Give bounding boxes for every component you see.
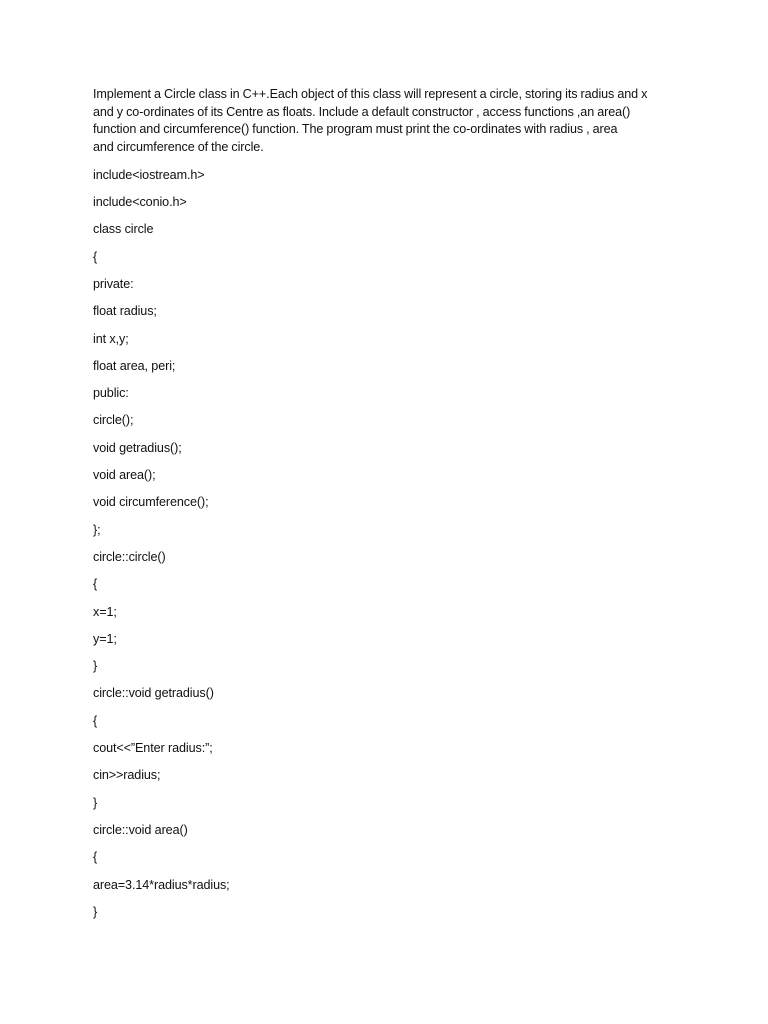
code-line: void circumference();	[93, 495, 209, 510]
code-listing	[93, 167, 693, 931]
code-line: private:	[93, 277, 134, 291]
code-line: }	[93, 659, 98, 674]
code-line: {	[93, 850, 98, 865]
code-line: void getradius();	[93, 440, 182, 455]
code-line: };	[93, 522, 101, 537]
code-line: class circle	[93, 222, 154, 237]
document-page	[93, 86, 693, 931]
code-line: circle::void area()	[93, 822, 188, 837]
intro-line: Implement a Circle class in C++.Each object of this class will represent a circle, storing its radius and x	[93, 87, 648, 101]
intro-line: and circumference of the circle.	[93, 140, 264, 155]
code-line: y=1;	[93, 631, 117, 646]
code-line: x=1;	[93, 604, 117, 619]
problem-statement	[93, 86, 693, 157]
code-line: circle::circle()	[93, 549, 166, 564]
code-line: int x,y;	[93, 331, 129, 346]
code-line: cout<<”Enter radius:”;	[93, 741, 213, 756]
code-line: {	[93, 577, 98, 592]
code-line: }	[93, 904, 98, 919]
code-line: {	[93, 249, 98, 264]
code-line: include<conio.h>	[93, 195, 187, 210]
code-line: {	[93, 713, 98, 728]
code-line: }	[93, 795, 98, 810]
code-line: cin>>radius;	[93, 768, 161, 783]
code-line: float radius;	[93, 304, 157, 319]
code-line: include<iostream.h>	[93, 167, 205, 182]
intro-line: function and circumference() function. The program must print the co-ordinates with radius , area	[93, 122, 618, 137]
code-line: public:	[93, 386, 129, 401]
code-line: void area();	[93, 468, 156, 483]
code-line: circle();	[93, 413, 134, 428]
code-line: area=3.14*radius*radius;	[93, 877, 230, 892]
intro-line: and y co-ordinates of its Centre as floats. Include a default constructor , access functions ,an area()	[93, 104, 631, 119]
code-line: circle::void getradius()	[93, 686, 214, 701]
code-line: float area, peri;	[93, 358, 176, 373]
